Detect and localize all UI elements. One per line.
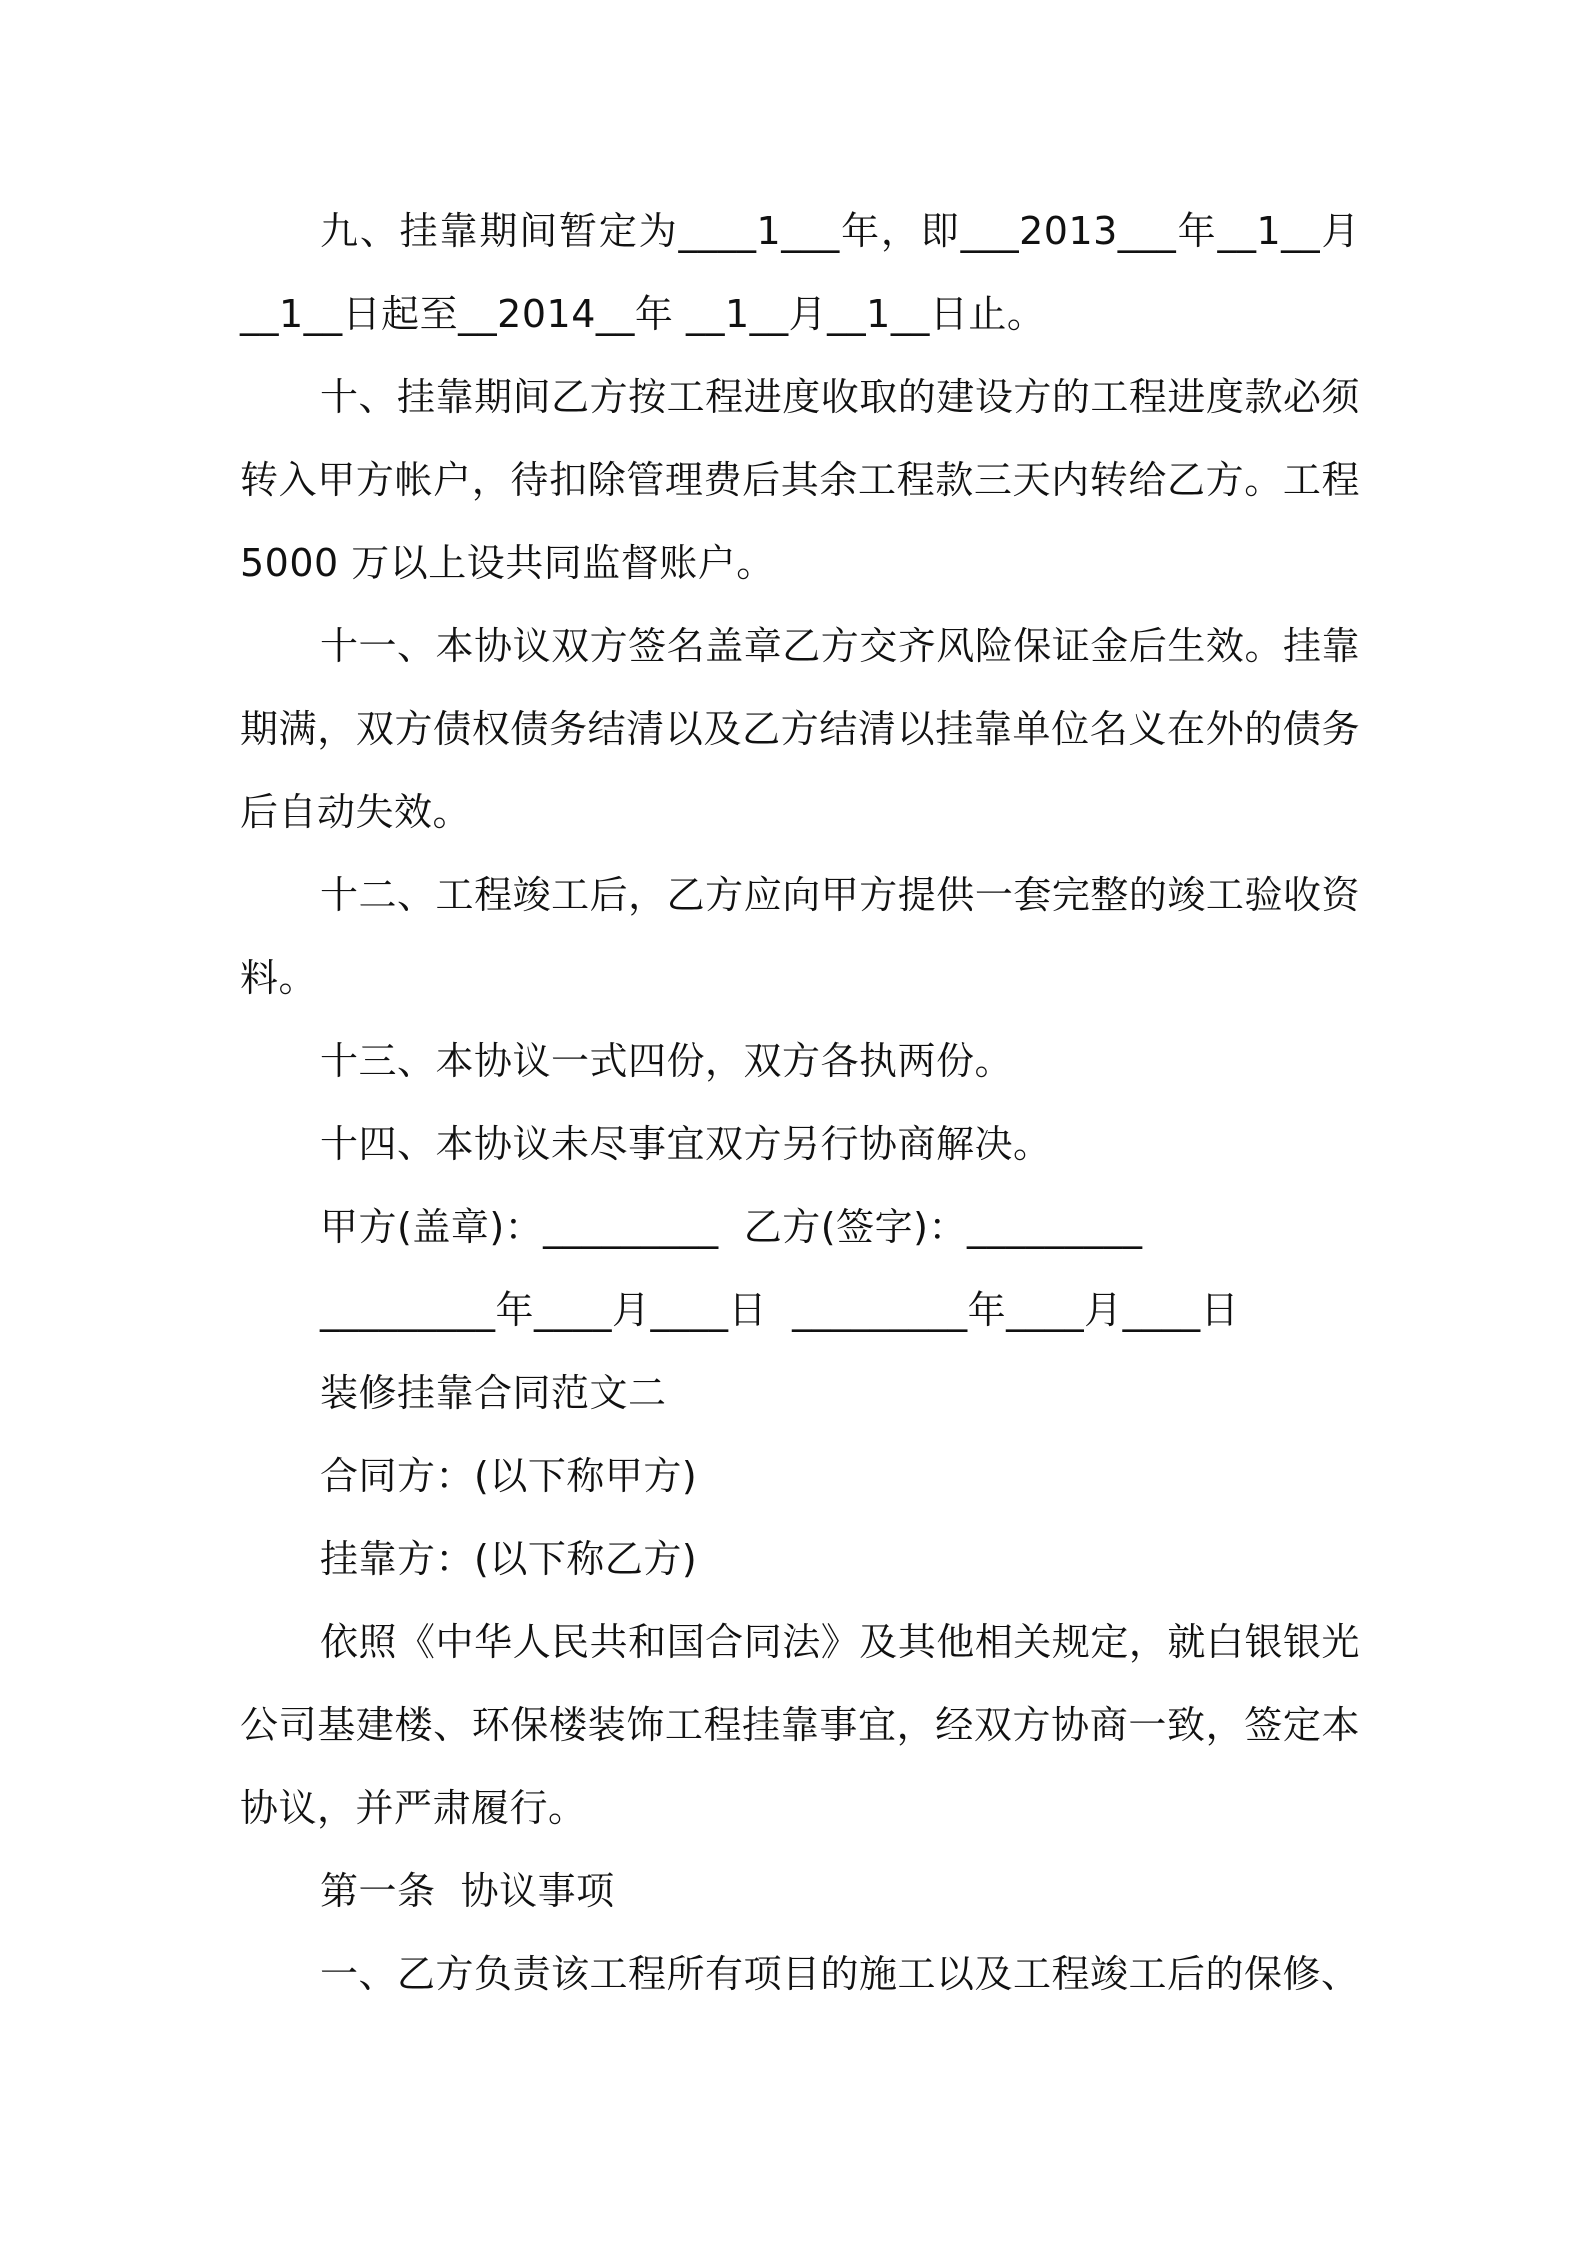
preamble-paragraph: 依照《中华人民共和国合同法》及其他相关规定，就白银银光公司基建楼、环保楼装饰工程挂靠事宜，经双方协商一致，签定本协议，并严肃履行。 bbox=[240, 1620, 1360, 1830]
clause-9-paragraph: 九、挂靠期间暂定为____1___年，即___2013___年__1__月__1__日起至__2014__年 __1__月__1__日止。 bbox=[240, 209, 1360, 336]
clause-14-paragraph: 十四、本协议未尽事宜双方另行协商解决。 bbox=[320, 1122, 1052, 1166]
clause-12-paragraph: 十二、工程竣工后，乙方应向甲方提供一套完整的竣工验收资料。 bbox=[240, 873, 1360, 1000]
signature-date-line: _________年____月____日 _________年____月____日 bbox=[320, 1288, 1240, 1332]
clause-13-paragraph: 十三、本协议一式四份，双方各执两份。 bbox=[320, 1039, 1014, 1083]
document-body bbox=[240, 190, 1373, 2016]
signature-line: 甲方(盖章)：_________ 乙方(签字)：_________ bbox=[320, 1205, 1143, 1249]
article-1-item-1: 一、乙方负责该工程所有项目的施工以及工程竣工后的保修、 bbox=[320, 1952, 1360, 1996]
clause-11-paragraph: 十一、本协议双方签名盖章乙方交齐风险保证金后生效。挂靠期满，双方债权债务结清以及乙方结清以挂靠单位名义在外的债务后自动失效。 bbox=[240, 624, 1360, 834]
second-contract-title: 装修挂靠合同范文二 bbox=[320, 1371, 667, 1415]
article-1-heading: 第一条 协议事项 bbox=[320, 1869, 615, 1913]
party-a-line: 合同方：(以下称甲方) bbox=[320, 1454, 698, 1498]
clause-10-paragraph: 十、挂靠期间乙方按工程进度收取的建设方的工程进度款必须转入甲方帐户，待扣除管理费后其余工程款三天内转给乙方。工程 5000 万以上设共同监督账户。 bbox=[240, 375, 1373, 585]
party-b-line: 挂靠方：(以下称乙方) bbox=[320, 1537, 698, 1581]
